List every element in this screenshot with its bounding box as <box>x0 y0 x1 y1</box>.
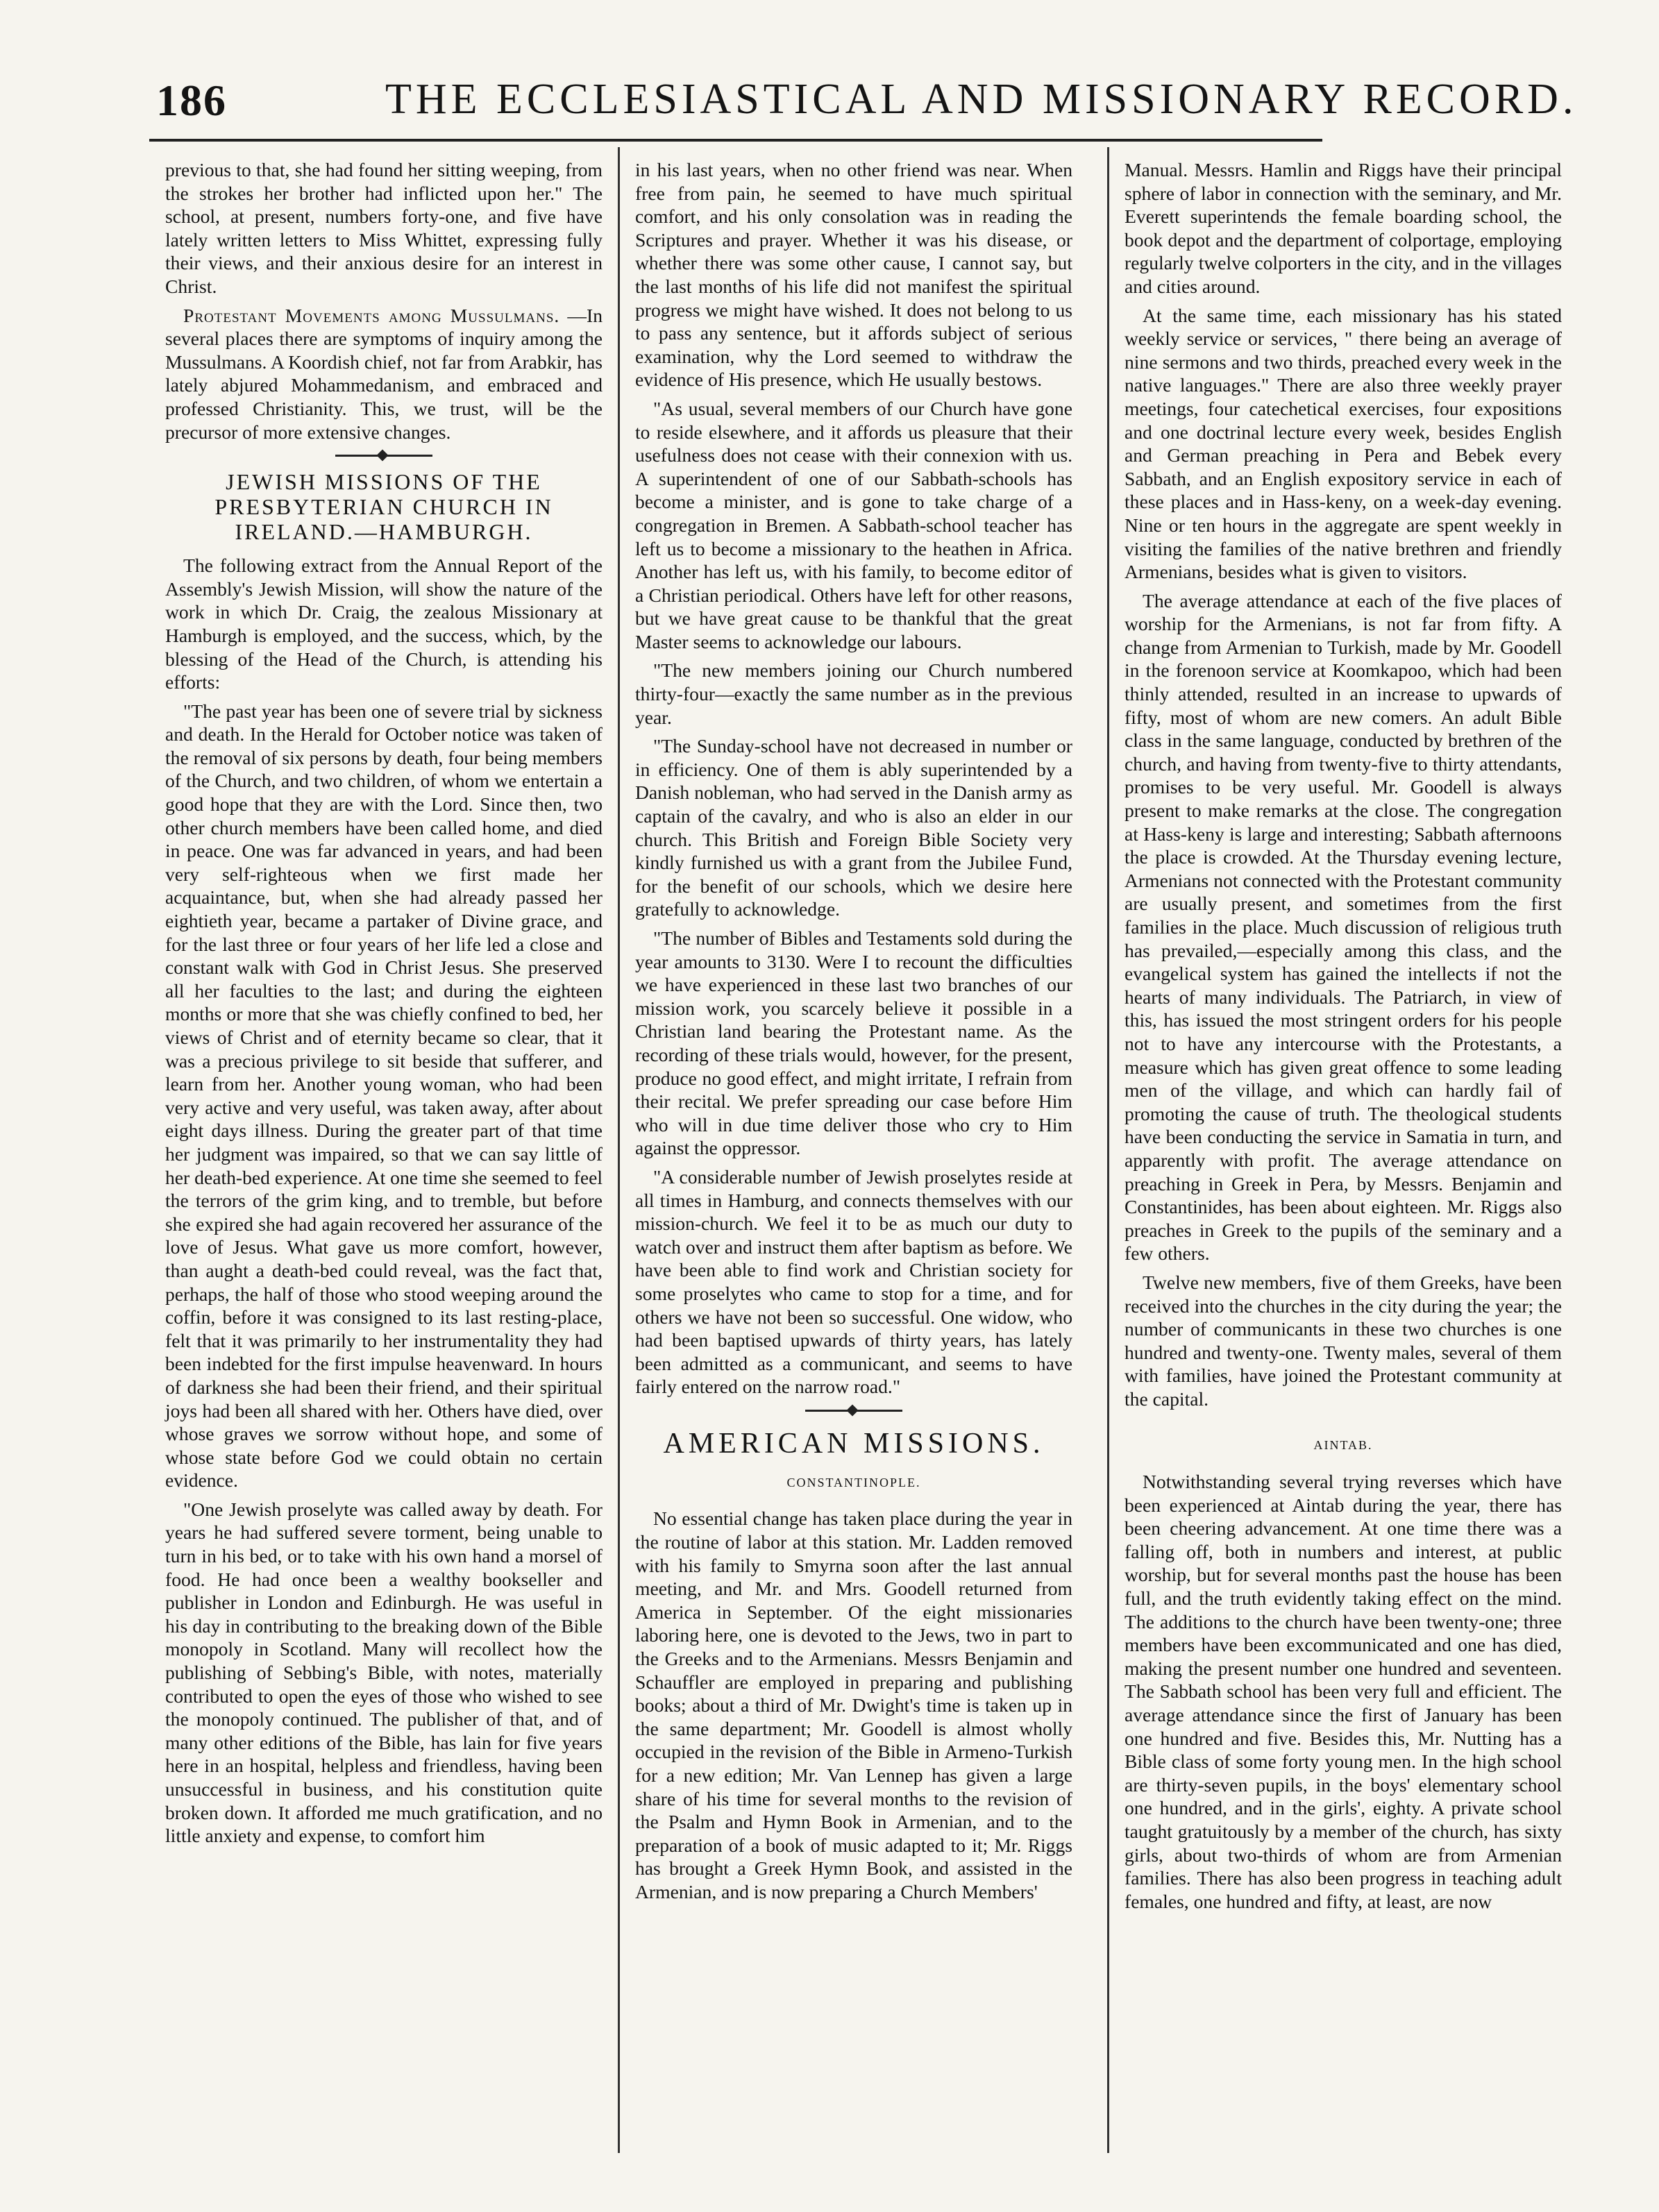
column-rule-2 <box>1107 147 1109 2153</box>
column-3 <box>1125 158 1562 1918</box>
paragraph: "The past year has been one of severe trial by sickness and death. In the Herald for October notice was taken of the removal of six persons by death, four being members of the Church, and two children, of whom we entertain a good hope that they are with the Lord. Since then, two other church members have been called home, and died in peace. One was far advanced in years, and had been very self-righteous when we first made her acquaintance, but, when she had already passed her eightieth year, became a partaker of Divine grace, and for the last three or four years of her life led a close and constant walk with God in Christ Jesus. She preserved all her faculties to the last; and during the eighteen months or more that she was chiefly confined to bed, her views of Christ and of eternity became so clear, that it was a precious privilege to sit beside that sufferer, and learn from her. Another young woman, who had been very active and very useful, was taken away, after about eight days illness. During the greater part of that time her judgment was impaired, so that we can say little of her death-bed experience. At one time she seemed to feel the terrors of the grim king, and to tremble, but before she expired she had again recovered her assurance of the love of Jesus. What gave us more comfort, however, than aught a death-bed could reveal, was the fact that, perhaps, the half of those who stood weeping around the coffin, before it was consigned to its last resting-place, felt that it was primarily to her instrumentality they had been indebted for the first impulse heavenward. In hours of darkness she had been their friend, and their spiritual joys had been all shared with her. Others have died, over whose graves we sorrow without hope, and some of whose state before God we could obtain no certain evidence. <box>165 700 603 1492</box>
section-divider <box>805 1410 902 1412</box>
subheading-constantinople: CONSTANTINOPLE. <box>786 1475 921 1489</box>
paragraph: No essential change has taken place during the year in the routine of labor at this station. Mr. Ladden removed with his family to Smyrna soon after the last annual meeting, and Mr. and Mrs. Goodell returned from America in September. Of the eight missionaries laboring here, one is devoted to the Jews, two in part to the Greeks and to the Armenians. Messrs Benjamin and Schauffler are employed in preparing and publishing books; about a third of Mr. Dwight's time is taken up in the same department; Mr. Goodell is almost wholly occupied in the revision of the Bible in Armeno-Turkish for a new edition; Mr. Van Lennep has given a large share of his time for several months to the revision of the Psalm and Hymn Book in Armenian, and to the preparation of a book of music adapted to it; Mr. Riggs has brought a Greek Hymn Book, and assisted in the Armenian, and is now preparing a Church Members' <box>635 1508 1072 1902</box>
paragraph: "The number of Bibles and Testaments sold during the year amounts to 3130. Were I to recount the difficulties we have experienced in these last two branches of our mission work, you scarcely believe it possible in a Christian land bearing the Protestant name. As the recording of these trials would, however, for the present, produce no good effect, and might irritate, I refrain from their recital. We prefer spreading our case before Him who will in due time deliver those who cry to Him against the oppressor. <box>635 927 1072 1159</box>
section-heading-jewish-missions: JEWISH MISSIONS OF THE PRESBYTERIAN CHURCH IN IRELAND.—HAMBURGH. <box>214 469 553 545</box>
header-rule <box>149 139 1322 142</box>
paragraph: "As usual, several members of our Church have gone to reside elsewhere, and it affords us pleasure that their usefulness does not cease with their connexion with us. A superintendent of one of our Sabbath-schools has become a minister, and is gone to take charge of a congregation in Bremen. A Sabbath-school teacher has left us to become a missionary to the heathen in Africa. Another has left us, with his family, to become editor of a Christian periodical. Others have left for other reasons, but we have great cause to be thankful that the great Master seems to acknowledge our labours. <box>635 397 1072 652</box>
page-number: 186 <box>156 76 227 125</box>
paragraph-text: —In several places there are symptoms of inquiry among the Mussulmans. A Koordish chief, not far from Arabkir, has lately abjured Mohammedanism, and embraced and professed Christianity. This, we trust, will be the precursor of more extensive changes. <box>165 304 603 443</box>
paragraph: "The new members joining our Church numbered thirty-four—exactly the same number as in the previous year. <box>635 659 1072 728</box>
paragraph: Notwithstanding several trying reverses which have been experienced at Aintab during the year, there has been cheering advancement. At one time there was a falling off, both in numbers and interest, at public worship, but for several months past the house has been full, and the truth evidently taking effect on the mind. The additions to the church have been twenty-one; three members have been excommunicated and one has died, making the present number one hundred and seventeen. The Sabbath school has been very full and efficient. The average attendance since the first of January has been one hundred and five. Besides this, Mr. Nutting has a Bible class of some forty young men. In the high school are thirty-seven pupils, in the boys' elementary school one hundred, and in the girls', eighty. A private school taught gratuitously by a member of the church, has sixty girls, about two-thirds of whom are from Armenian families. There has also been progress in teaching adult females, one hundred and fifty, at least, are now <box>1125 1471 1562 1912</box>
paragraph: previous to that, she had found her sitting weeping, from the strokes her brother had inflicted upon her." The school, at present, numbers forty-one, and five have lately written letters to Miss Whittet, expressing fully their views, and their anxious desire for an interest in Christ. <box>165 159 603 297</box>
column-1 <box>165 158 603 1853</box>
section-divider <box>335 455 432 457</box>
paragraph <box>165 304 603 444</box>
paragraph: The following extract from the Annual Report of the Assembly's Jewish Mission, will show the nature of the work in which Dr. Craig, the zealous Missionary at Hamburgh is employed, and the success, which, by the blessing of the Head of the Church, is attending his efforts: <box>165 555 603 693</box>
paragraph: The average attendance at each of the five places of worship for the Armenians, is not far from fifty. A change from Armenian to Turkish, made by Mr. Goodell in the forenoon service at Koomkapoo, which had been thinly attended, resulted in an increase to upwards of fifty, most of whom are new comers. An adult Bible class in the same language, conducted by brethren of the church, and having from twenty-five to thirty attendants, promises to be very useful. Mr. Goodell is always present to make remarks at the close. The congregation at Hass-keny is large and interesting; Sabbath afternoons the place is crowded. At the Thursday evening lecture, Armenians not connected with the Protestant community are usually present, and sometimes from the first families in the place. Much discussion of religious truth has prevailed,—especially among this class, and the evangelical system has gained the intellects if not the hearts of many individuals. The Patriarch, in view of this, has issued the most stringent orders for his people not to have any intercourse with the Protestants, a measure which has given great offence to some leading men of the village, and which can hardly fail of promoting the cause of truth. The theological students have been conducting the service in Samatia in turn, and apparently with profit. The average attendance on preaching in Greek in Pera, by Messrs. Benjamin and Constantinides, has been about eighteen. Mr. Riggs also preaches in Greek to the pupils of the seminary and a few others. <box>1125 589 1562 1265</box>
paragraph: Twelve new members, five of them Greeks, have been received into the churches in the city during the year; the number of communicants in these two churches is one hundred and twenty-one. Twenty males, several of them with families, have joined the Protestant community at the capital. <box>1125 1271 1562 1410</box>
column-rule-1 <box>618 147 620 2153</box>
journal-title: THE ECCLESIASTICAL AND MISSIONARY RECORD. <box>385 76 1578 123</box>
paragraph: At the same time, each missionary has his stated weekly service or services, " there being an average of nine sermons and two thirds, preached every week in the native languages." There are also three weekly prayer meetings, four catechetical exercises, four expositions and one doctrinal lecture every week, besides English and German preaching in Pera and Bebek every Sabbath, and an English expository service in each of these places and in Hass-keny, on a week-day evening. Nine or ten hours in the aggregate are spent weekly in visiting the families of the native brethren and friendly Armenians, besides what is given to visitors. <box>1125 304 1562 583</box>
paragraph: Manual. Messrs. Hamlin and Riggs have their principal sphere of labor in connection with the seminary, and Mr. Everett superintends the female boarding school, the book depot and the department of colportage, employing regularly twelve colporters in the city, and in the villages and cities around. <box>1125 159 1562 297</box>
paragraph: in his last years, when no other friend was near. When free from pain, he seemed to have much spiritual comfort, and his only consolation was in reading the Scriptures and prayer. Whether it was his disease, or whether there was some other cause, I cannot say, but the last months of his life did not manifest the spiritual progress we might have wished. It does not belong to us to pass any sentence, but it affords subject of serious examination, why the Lord seemed to withdraw the evidence of His presence, which He usually bestows. <box>635 159 1072 391</box>
section-heading-american-missions: AMERICAN MISSIONS. <box>663 1427 1045 1460</box>
paragraph: "One Jewish proselyte was called away by death. For years he had suffered severe torment, being unable to turn in his bed, or to take with his own hand a morsel of food. He had once been a wealthy bookseller and publisher in London and Edinburgh. He was useful in his day in contributing to the breaking down of the Bible monopoly in Scotland. Many will recollect how the publishing of Sebbing's Bible, with notes, materially contributed to open the eyes of those who wished to see the monopoly continued. The publisher of that, and of many other editions of the Bible, has lain for five years here in an hospital, helpless and friendless, having been unsuccessful in business, and his constitution quite broken down. It afforded me much gratification, and no little anxiety and expense, to comfort him <box>165 1498 603 1847</box>
page-header <box>156 75 1578 130</box>
paragraph: "A considerable number of Jewish proselytes reside at all times in Hamburg, and connects themselves with our mission-church. We feel it to be as much our duty to watch over and instruct them after baptism as before. We have been able to find work and Christian society for some proselytes who came to stop for a time, and for others we have not been so successful. One widow, who had been baptised upwards of thirty years, has lately been admitted as a communicant, and seems to have fairly entered on the narrow road." <box>635 1165 1072 1398</box>
subheading-aintab: AINTAB. <box>1313 1438 1373 1453</box>
column-2 <box>635 158 1072 1909</box>
inline-heading: Protestant Movements among Mussulmans. <box>183 304 560 326</box>
paragraph: "The Sunday-school have not decreased in number or in efficiency. One of them is ably superintended by a Danish nobleman, who had served in the Danish army as captain of the cavalry, and who is also an elder in our church. This British and Foreign Bible Society very kindly furnished us with a grant from the Jubilee Fund, for the benefit of our schools, which we desire here gratefully to acknowledge. <box>635 735 1072 920</box>
